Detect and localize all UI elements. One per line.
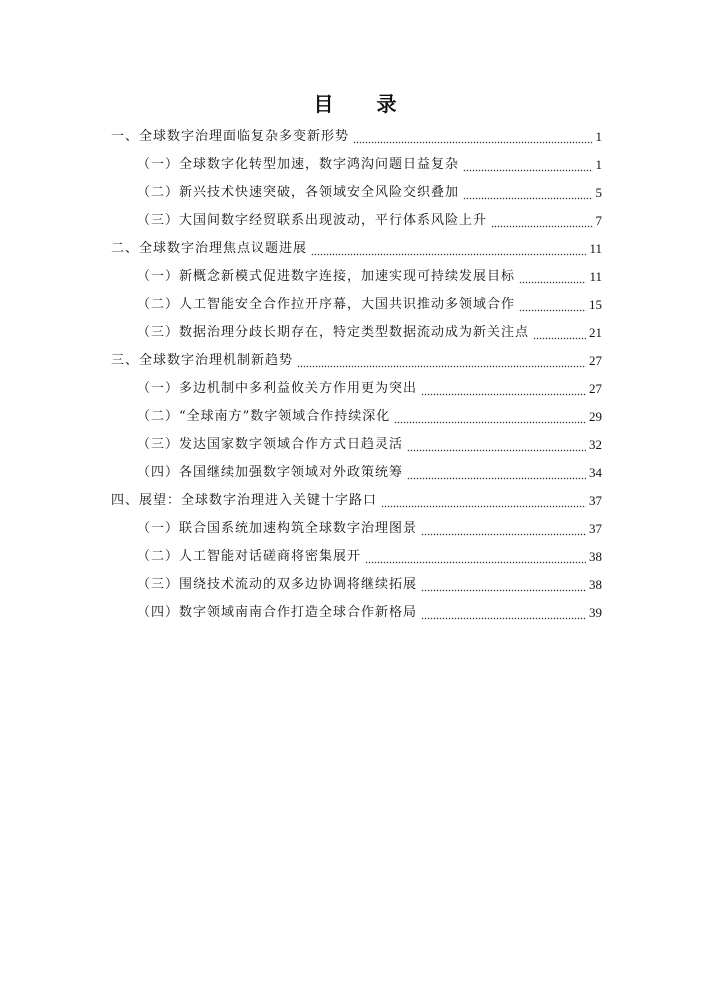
toc-entry-page: 27 <box>589 381 602 396</box>
toc-entry[interactable] <box>137 155 602 175</box>
toc-entry[interactable] <box>137 519 602 539</box>
toc-entry-label: （二）人工智能安全合作拉开序幕，大国共识推动多领域合作 <box>137 297 516 312</box>
toc-entry[interactable] <box>111 127 602 147</box>
toc-entry-page: 39 <box>589 605 602 620</box>
dot-leader <box>421 603 586 623</box>
toc-entry-label: （一）联合国系统加速构筑全球数字治理图景 <box>137 521 418 536</box>
toc-entry-label: （二）新兴技术快速突破，各领域安全风险交织叠加 <box>137 185 460 200</box>
toc-entry[interactable] <box>111 491 602 511</box>
toc-entry-page: 32 <box>589 437 602 452</box>
toc-entry-page: 15 <box>589 297 602 312</box>
toc-entry-page: 29 <box>589 409 602 424</box>
toc-entry-label: 二、全球数字治理焦点议题进展 <box>111 241 308 256</box>
toc-entry-label: （二）人工智能对话磋商将密集展开 <box>137 549 362 564</box>
dot-leader <box>394 407 586 427</box>
toc-entry-label: （一）新概念新模式促进数字连接，加速实现可持续发展目标 <box>137 269 516 284</box>
toc-entry[interactable] <box>137 379 602 399</box>
dot-leader <box>463 155 592 175</box>
toc-entry[interactable] <box>137 547 602 567</box>
toc-entry-label: （三）数据治理分歧长期存在，特定类型数据流动成为新关注点 <box>137 325 530 340</box>
dot-leader <box>421 519 586 539</box>
toc-entry-page: 38 <box>589 549 602 564</box>
dot-leader <box>365 547 586 567</box>
toc-entry[interactable] <box>137 267 602 287</box>
dot-leader <box>421 575 586 595</box>
toc-entry-page: 11 <box>589 241 602 256</box>
toc-entry-page: 34 <box>589 465 602 480</box>
dot-leader <box>353 127 592 147</box>
toc-entry[interactable] <box>137 295 602 315</box>
dot-leader <box>533 323 586 343</box>
dot-leader <box>407 463 586 483</box>
toc-entry-label: （三）大国间数字经贸联系出现波动，平行体系风险上升 <box>137 213 488 228</box>
dot-leader <box>381 491 586 511</box>
toc-entry-label: 三、全球数字治理机制新趋势 <box>111 353 294 368</box>
toc-entry[interactable] <box>137 463 602 483</box>
toc-entry-label: （四）数字领域南南合作打造全球合作新格局 <box>137 605 418 620</box>
toc-entry-label: 一、全球数字治理面临复杂多变新形势 <box>111 129 350 144</box>
toc-entry-label: （一）多边机制中多利益攸关方作用更为突出 <box>137 381 418 396</box>
toc-entry[interactable] <box>137 407 602 427</box>
toc-entry-label: （四）各国继续加强数字领域对外政策统筹 <box>137 465 404 480</box>
toc-entry-label: 四、展望：全球数字治理进入关键十字路口 <box>111 493 378 508</box>
toc-entry-page: 21 <box>589 325 602 340</box>
dot-leader <box>311 239 586 259</box>
toc-entry[interactable] <box>111 351 602 371</box>
dot-leader <box>491 211 592 231</box>
toc-entry-page: 1 <box>595 129 602 144</box>
toc-entry[interactable] <box>137 323 602 343</box>
page-title: 目 录 <box>313 92 415 116</box>
toc-entry-page: 38 <box>589 577 602 592</box>
dot-leader <box>407 435 586 455</box>
toc-entry-page: 7 <box>595 213 602 228</box>
toc-entry-page: 5 <box>595 185 602 200</box>
toc-entry-page: 1 <box>595 157 602 172</box>
toc-entry-page: 27 <box>589 353 602 368</box>
toc-entry[interactable] <box>137 603 602 623</box>
dot-leader <box>421 379 586 399</box>
toc-entry[interactable] <box>137 183 602 203</box>
dot-leader <box>519 295 586 315</box>
toc-entry-page: 11 <box>589 269 602 284</box>
dot-leader <box>519 267 586 287</box>
dot-leader <box>297 351 586 371</box>
toc-entry[interactable] <box>137 211 602 231</box>
toc-entry[interactable] <box>137 435 602 455</box>
toc-entry[interactable] <box>137 575 602 595</box>
toc-entry-label: （一）全球数字化转型加速，数字鸿沟问题日益复杂 <box>137 157 460 172</box>
toc-entry-label: （三）发达国家数字领域合作方式日趋灵活 <box>137 437 404 452</box>
dot-leader <box>463 183 592 203</box>
toc-entry-label: （二）“全球南方”数字领域合作持续深化 <box>137 409 391 424</box>
toc-entry[interactable] <box>111 239 602 259</box>
toc-entry-label: （三）围绕技术流动的双多边协调将继续拓展 <box>137 577 418 592</box>
toc-entry-page: 37 <box>589 493 602 508</box>
toc-entry-page: 37 <box>589 521 602 536</box>
